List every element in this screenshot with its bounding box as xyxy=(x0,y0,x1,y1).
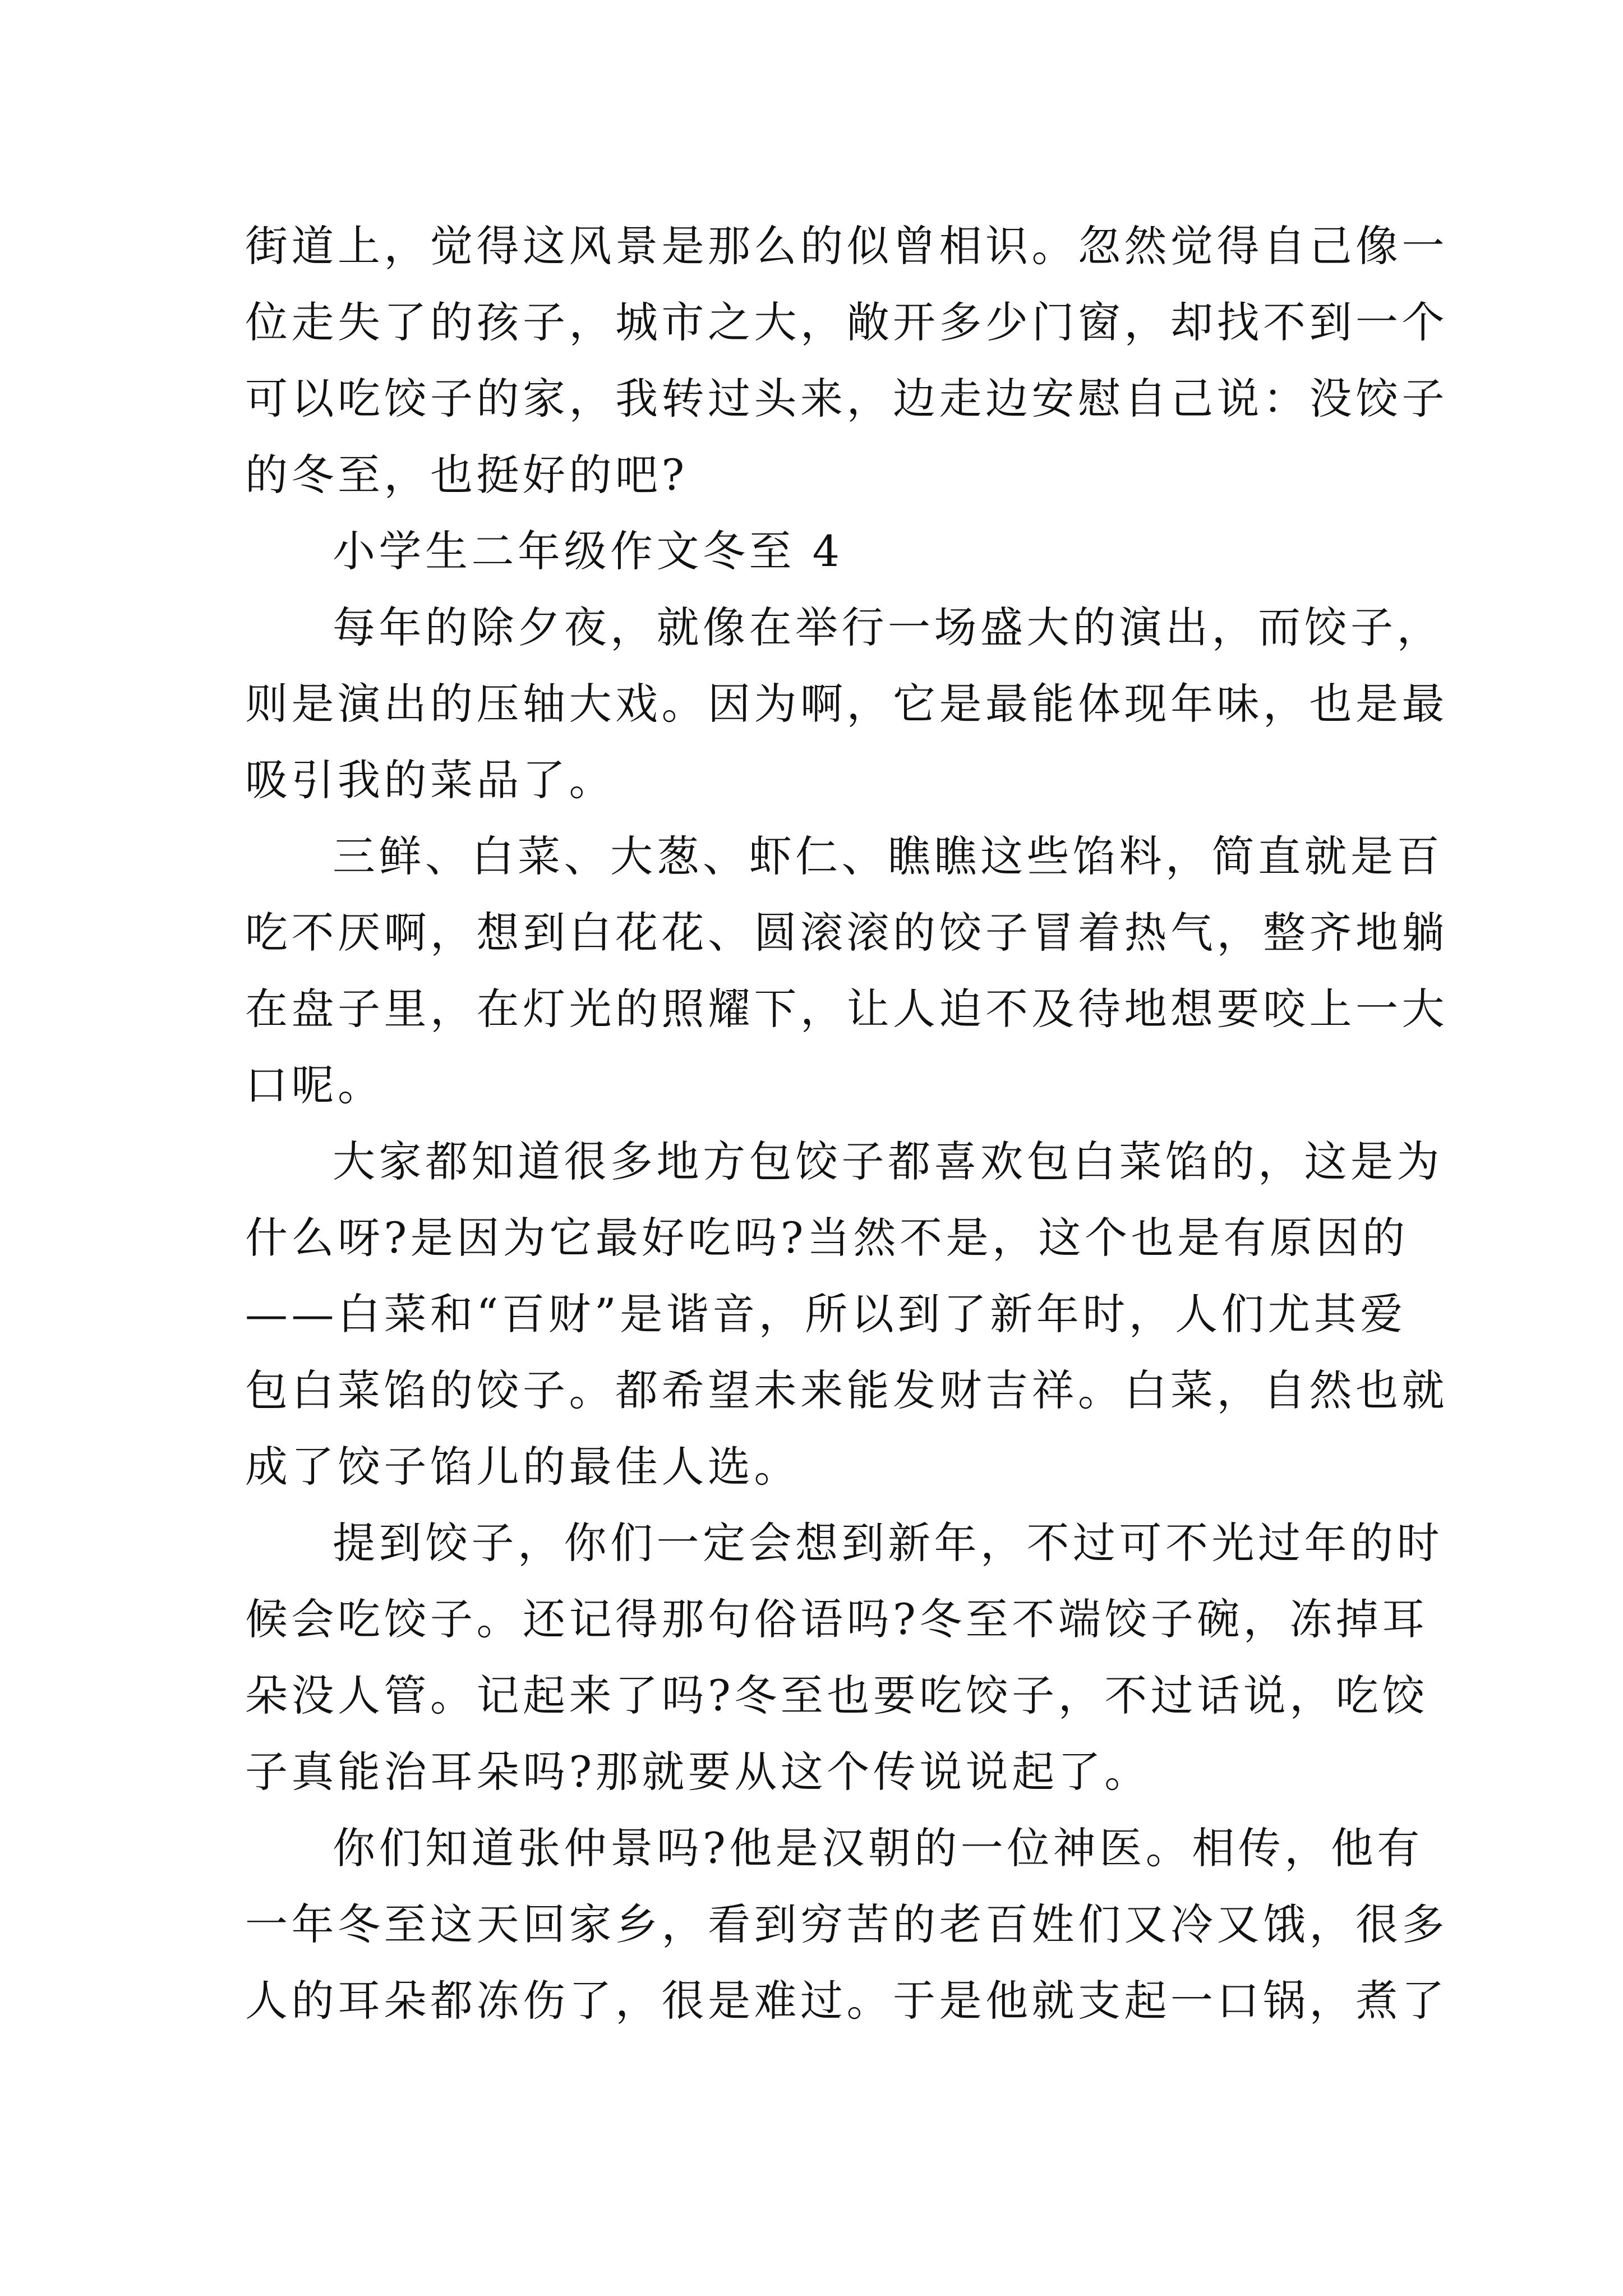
text-line: 位走失了的孩子，城市之大，敞开多少门窗，却找不到一个 xyxy=(245,297,1448,347)
paragraph-first-line: 你们知道张仲景吗?他是汉朝的一位神医。相传，他有 xyxy=(333,1823,1423,1873)
text-line: 在盘子里，在灯光的照耀下，让人迫不及待地想要咬上一大 xyxy=(245,984,1448,1034)
text-line: 成了饺子馅儿的最佳人选。 xyxy=(245,1442,800,1492)
text-line: 吃不厌啊，想到白花花、圆滚滚的饺子冒着热气，整齐地躺 xyxy=(245,908,1448,958)
paragraph-first-line: 大家都知道很多地方包饺子都喜欢包白菜馅的，这是为 xyxy=(333,1137,1443,1186)
text-line: 则是演出的压轴大戏。因为啊，它是最能体现年味，也是最 xyxy=(245,679,1448,729)
text-line: 可以吃饺子的家，我转过头来，边走边安慰自己说：没饺子 xyxy=(245,374,1448,424)
text-line: 口呢。 xyxy=(245,1060,384,1110)
text-line: 吸引我的菜品了。 xyxy=(245,755,615,805)
text-line: 的冬至，也挺好的吧? xyxy=(245,450,688,500)
paragraph-first-line: 每年的除夕夜，就像在举行一场盛大的演出，而饺子， xyxy=(333,602,1443,652)
text-line: ——白菜和“百财”是谐音，所以到了新年时，人们尤其爱 xyxy=(245,1289,1407,1339)
paragraph-first-line: 提到饺子，你们一定会想到新年，不过可不光过年的时 xyxy=(333,1518,1443,1568)
document-body xyxy=(245,208,1448,2039)
text-line: 一年冬至这天回家乡，看到穷苦的老百姓们又冷又饿，很多 xyxy=(245,1899,1448,1949)
paragraph-first-line: 小学生二年级作文冬至 4 xyxy=(333,526,843,576)
text-line: 子真能治耳朵吗?那就要从这个传说说起了。 xyxy=(245,1747,1151,1797)
text-line: 人的耳朵都冻伤了，很是难过。于是他就支起一口锅，煮了 xyxy=(245,1976,1448,2026)
text-line: 街道上，觉得这风景是那么的似曾相识。忽然觉得自己像一 xyxy=(245,221,1448,271)
text-line: 朵没人管。记起来了吗?冬至也要吃饺子，不过话说，吃饺 xyxy=(245,1671,1428,1720)
text-line: 什么呀?是因为它最好吃吗?当然不是，这个也是有原因的 xyxy=(245,1213,1409,1263)
text-line: 包白菜馅的饺子。都希望未来能发财吉祥。白菜，自然也就 xyxy=(245,1365,1448,1415)
text-line: 候会吃饺子。还记得那句俗语吗?冬至不端饺子碗，冻掉耳 xyxy=(245,1594,1428,1644)
paragraph-first-line: 三鲜、白菜、大葱、虾仁、瞧瞧这些馅料，简直就是百 xyxy=(333,831,1443,881)
